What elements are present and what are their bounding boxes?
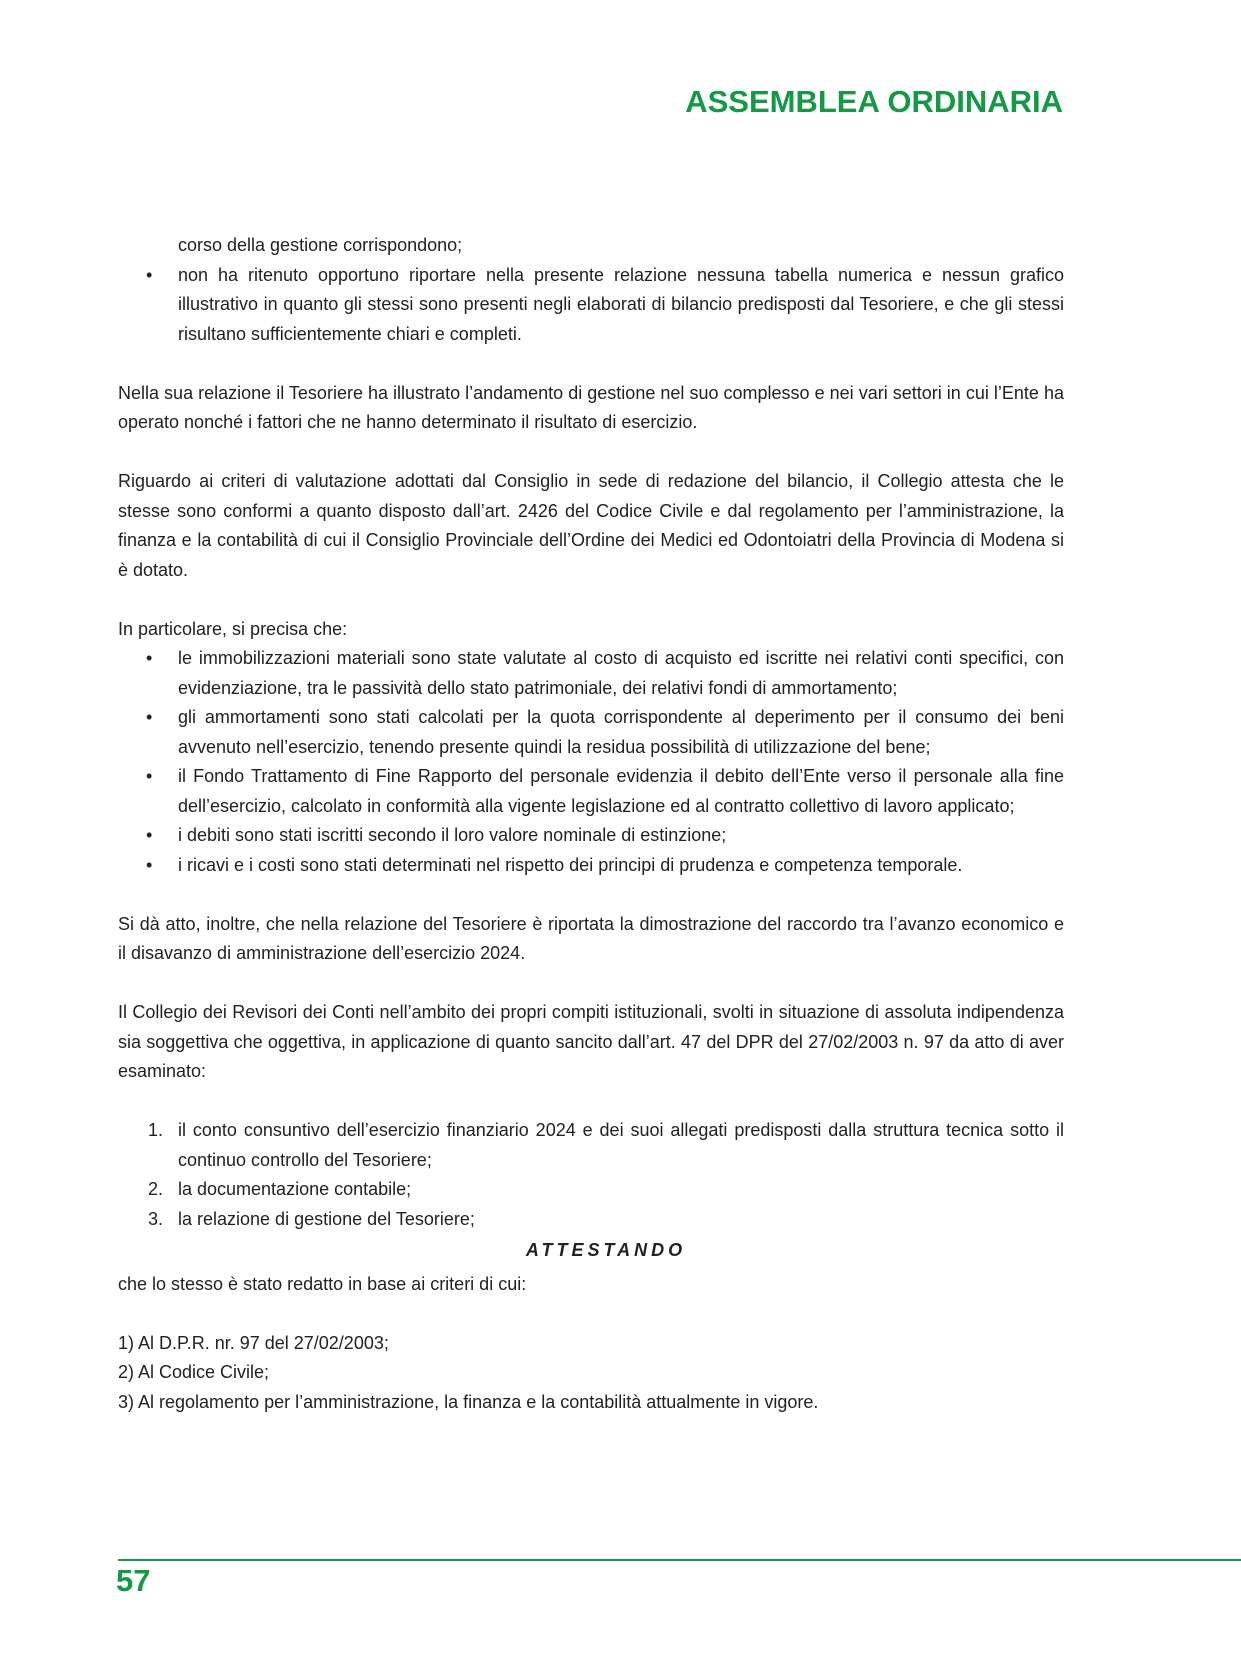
list-item-text: gli ammortamenti sono stati calcolati per la quota corrispondente al deperimento per il consumo dei beni avvenuto nell’esercizio, tenendo presente quindi la residua possibilità di utilizzazione del bene;	[178, 707, 1064, 757]
list-item-text: non ha ritenuto opportuno riportare nella presente relazione nessuna tabella numerica e nessun grafico illustrativo in quanto gli stessi sono presenti negli elaborati di bilancio predisposti dal Tesoriere, e che gli stessi risultano sufficientemente chiari e completi.	[178, 264, 1064, 344]
list-item-text: la documentazione contabile;	[178, 1179, 412, 1199]
number-marker: 2.	[148, 1179, 164, 1199]
list-item-text: la relazione di gestione del Tesoriere;	[178, 1208, 475, 1229]
reference-item: 2) Al Codice Civile;	[118, 1362, 270, 1382]
list-item	[118, 644, 1064, 703]
list-item	[118, 1175, 1064, 1205]
attestando-heading: ATTESTANDO	[525, 1240, 687, 1260]
document-body	[118, 231, 1064, 1417]
footer-divider	[118, 1559, 1241, 1561]
number-marker: 3.	[148, 1208, 164, 1229]
list-item-text: i ricavi e i costi sono stati determinati nel rispetto dei principi di prudenza e competenza temporale.	[178, 854, 963, 875]
list-item	[118, 703, 1064, 762]
reference-item: 1) Al D.P.R. nr. 97 del 27/02/2003;	[118, 1332, 389, 1353]
page-number: 57	[116, 1563, 151, 1598]
number-marker: 1.	[148, 1120, 164, 1140]
paragraph-criteria-intro: che lo stesso è stato redatto in base ai criteri di cui:	[118, 1273, 527, 1294]
intro-list	[118, 231, 1064, 349]
bullet-marker: •	[146, 766, 153, 786]
page-title: ASSEMBLEA ORDINARIA	[685, 84, 1063, 119]
list-item	[118, 851, 1064, 881]
list-item	[118, 762, 1064, 821]
bullet-marker: •	[146, 707, 153, 727]
list-item	[118, 1116, 1064, 1175]
list-item-text: il Fondo Trattamento di Fine Rapporto del personale evidenzia il debito dell’Ente verso il personale alla fine dell’esercizio, calcolato in conformità alla vigente legislazione ed al contratto collettivo di lavoro applicato;	[178, 766, 1064, 816]
bullet-marker: •	[146, 264, 153, 285]
reference-list	[118, 1329, 1064, 1418]
bullet-marker: •	[146, 825, 153, 845]
criteria-list	[118, 644, 1064, 880]
list-item	[118, 1205, 1064, 1235]
list-item-text: le immobilizzazioni materiali sono state valutate al costo di acquisto ed iscritte nei relativi conti specifici, con evidenziazione, tra le passività dello stato patrimoniale, dei relativi fondi di ammortamento;	[178, 648, 1064, 698]
reference-item: 3) Al regolamento per l’amministrazione, la finanza e la contabilità attualmente in vigore.	[118, 1391, 819, 1412]
paragraph-auditors: Il Collegio dei Revisori dei Conti nell’ambito dei propri compiti istituzionali, svolti in situazione di assoluta indipendenza sia soggettiva che oggettiva, in applicazione di quanto sancito dall’art. 47 del DPR del 27/02/2003 n. 97 da atto di aver esaminato:	[118, 1002, 1064, 1081]
examined-list	[118, 1116, 1064, 1234]
list-item	[118, 261, 1064, 350]
list-item-text: il conto consuntivo dell’esercizio finanziario 2024 e dei suoi allegati predisposti dalla struttura tecnica sotto il continuo controllo del Tesoriere;	[178, 1120, 1064, 1170]
bullet-marker: •	[146, 648, 153, 668]
bullet-marker: •	[146, 854, 153, 875]
list-item-text: i debiti sono stati iscritti secondo il loro valore nominale di estinzione;	[178, 825, 727, 845]
list-item-text: corso della gestione corrispondono;	[178, 235, 463, 255]
list-item-continuation	[118, 231, 1064, 261]
paragraph-treasurer-report: Nella sua relazione il Tesoriere ha illustrato l’andamento di gestione nel suo complesso e nei vari settori in cui l’Ente ha operato nonché i fattori che ne hanno determinato il risultato di esercizio.	[118, 382, 1064, 432]
paragraph-in-particular: In particolare, si precisa che:	[118, 618, 348, 639]
list-item	[118, 821, 1064, 851]
paragraph-valuation-criteria: Riguardo ai criteri di valutazione adottati dal Consiglio in sede di redazione del bilancio, il Collegio attesta che le stesse sono conformi a quanto disposto dall’art. 2426 del Codice Civile e dal regolamento per l’amministrazione, la finanza e la contabilità di cui il Consiglio Provinciale dell’Ordine dei Medici ed Odontoiatri della Provincia di Modena si è dotato.	[118, 471, 1064, 580]
paragraph-reconciliation: Si dà atto, inoltre, che nella relazione del Tesoriere è riportata la dimostrazione del raccordo tra l’avanzo economico e il disavanzo di amministrazione dell’esercizio 2024.	[118, 913, 1064, 963]
